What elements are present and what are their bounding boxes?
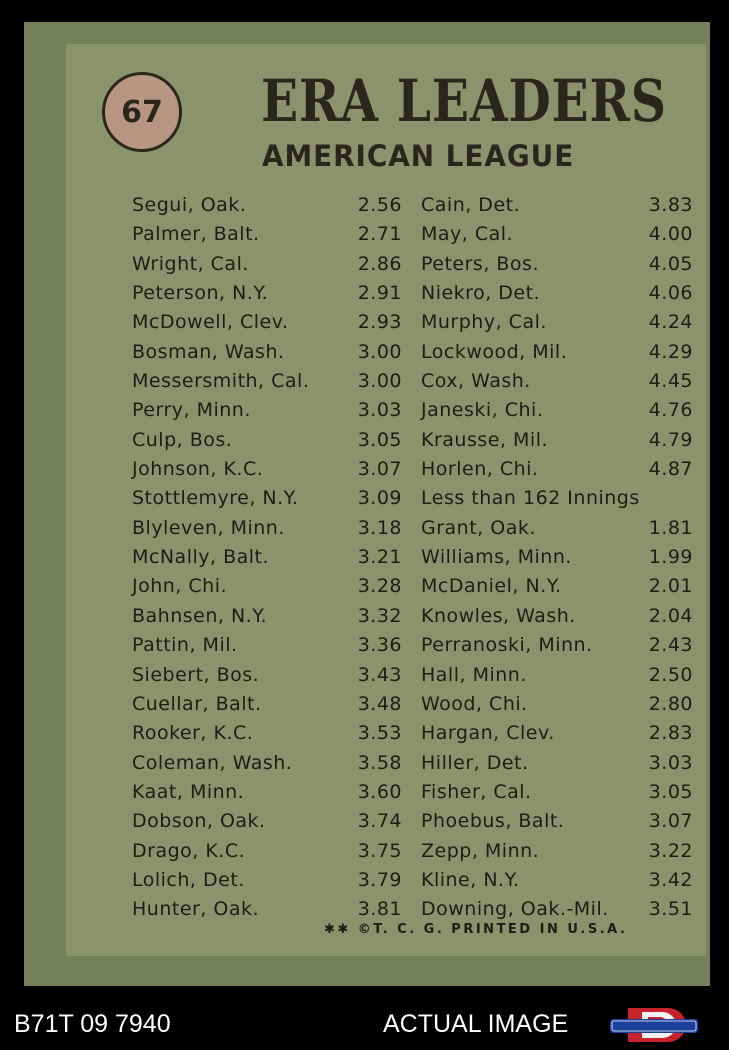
pitcher-name: McDaniel, N.Y. [421, 575, 562, 598]
innings-note: Less than 162 Innings [421, 487, 640, 510]
pitcher-name: Hargan, Clev. [421, 722, 555, 745]
pitcher-name: Hiller, Det. [421, 751, 529, 774]
leader-row [132, 693, 402, 722]
era-value: 2.43 [648, 634, 693, 657]
leader-row [132, 487, 402, 516]
leader-row [132, 370, 402, 399]
inventory-id-caption: B71T 09 7940 [14, 1010, 171, 1038]
leader-row [421, 370, 693, 399]
era-value: 1.99 [648, 546, 693, 569]
leader-row [132, 282, 402, 311]
pitcher-name: Williams, Minn. [421, 546, 572, 569]
pitcher-name: Blyleven, Minn. [132, 516, 285, 539]
leader-row [132, 722, 402, 751]
era-value: 3.74 [357, 810, 402, 833]
leader-row [421, 282, 693, 311]
pitcher-name: Zepp, Minn. [421, 839, 540, 862]
era-value: 3.58 [357, 751, 402, 774]
era-value: 4.05 [648, 252, 693, 275]
leader-row [132, 429, 402, 458]
leader-row [421, 311, 693, 340]
card-number-badge [102, 72, 182, 152]
leader-row [421, 399, 693, 428]
leader-row [421, 194, 693, 223]
era-value: 2.71 [357, 223, 402, 246]
pitcher-name: Grant, Oak. [421, 516, 536, 539]
era-value: 3.83 [648, 194, 693, 216]
pitcher-name: Perranoski, Minn. [421, 634, 593, 657]
pitcher-name: Segui, Oak. [132, 194, 247, 216]
leader-row [421, 752, 693, 781]
era-value: 3.60 [357, 780, 402, 803]
pitcher-name: Hunter, Oak. [132, 898, 260, 921]
pitcher-name: McNally, Balt. [132, 546, 270, 569]
era-value: 3.00 [357, 340, 402, 363]
pitcher-name: Murphy, Cal. [421, 311, 547, 334]
era-value: 3.36 [357, 634, 402, 657]
pitcher-name: Niekro, Det. [421, 282, 541, 305]
left-leaders-column [132, 194, 402, 928]
pitcher-name: Peters, Bos. [421, 252, 539, 275]
leader-row [421, 253, 693, 282]
era-value: 3.18 [357, 516, 402, 539]
era-value: 3.79 [357, 868, 402, 891]
leader-row [421, 223, 693, 252]
pitcher-name: Perry, Minn. [132, 399, 251, 422]
leader-row [132, 634, 402, 663]
leader-row [421, 722, 693, 751]
era-value: 3.09 [357, 487, 402, 510]
leader-row [132, 253, 402, 282]
pitcher-name: Cox, Wash. [421, 370, 531, 393]
leader-row [132, 781, 402, 810]
pitcher-name: Kaat, Minn. [132, 780, 245, 803]
pitcher-name: Lolich, Det. [132, 868, 245, 891]
leader-row [421, 575, 693, 604]
leader-row [132, 546, 402, 575]
era-value: 2.93 [357, 311, 402, 334]
pitcher-name: John, Chi. [132, 575, 228, 598]
leader-row [421, 781, 693, 810]
leader-row [421, 429, 693, 458]
card-title: ERA LEADERS [261, 67, 667, 135]
era-value: 3.32 [357, 604, 402, 627]
leader-row [132, 399, 402, 428]
leader-row [132, 223, 402, 252]
era-value: 4.29 [648, 340, 693, 363]
pitcher-name: Bahnsen, N.Y. [132, 604, 268, 627]
era-value: 1.81 [648, 516, 693, 539]
leader-row [421, 664, 693, 693]
trading-card [24, 22, 710, 986]
era-value: 3.05 [357, 428, 402, 451]
pitcher-name: Cain, Det. [421, 194, 521, 216]
leader-row [421, 634, 693, 663]
pitcher-name: Wood, Chi. [421, 692, 528, 715]
leader-row [132, 575, 402, 604]
era-value: 4.24 [648, 311, 693, 334]
era-value: 3.07 [357, 458, 402, 481]
leader-row [132, 664, 402, 693]
pitcher-name: May, Cal. [421, 223, 514, 246]
era-value: 3.21 [357, 546, 402, 569]
leader-row [421, 458, 693, 487]
era-value: 4.45 [648, 370, 693, 393]
leader-row [421, 869, 693, 898]
pitcher-name: Horlen, Chi. [421, 458, 539, 481]
era-value: 2.01 [648, 575, 693, 598]
leader-row [421, 517, 693, 546]
leader-row [132, 458, 402, 487]
pitcher-name: Drago, K.C. [132, 839, 246, 862]
era-value: 4.79 [648, 428, 693, 451]
pitcher-name: Peterson, N.Y. [132, 282, 269, 305]
leader-row [421, 810, 693, 839]
pitcher-name: Cuellar, Balt. [132, 692, 262, 715]
card-subtitle: AMERICAN LEAGUE [262, 139, 575, 173]
leader-row [421, 546, 693, 575]
era-value: 4.87 [648, 458, 693, 481]
actual-image-caption: ACTUAL IMAGE [383, 1010, 569, 1038]
leader-row [421, 693, 693, 722]
leader-row [132, 840, 402, 869]
leader-row [132, 752, 402, 781]
leader-row [132, 311, 402, 340]
pitcher-name: Coleman, Wash. [132, 751, 293, 774]
pitcher-name: McDowell, Clev. [132, 311, 289, 334]
era-value: 3.53 [357, 722, 402, 745]
pitcher-name: Wright, Cal. [132, 252, 249, 275]
pitcher-name: Stottlemyre, N.Y. [132, 487, 299, 510]
leader-row [421, 840, 693, 869]
pitcher-name: Messersmith, Cal. [132, 370, 310, 393]
leader-row [132, 194, 402, 223]
pitcher-name: Palmer, Balt. [132, 223, 260, 246]
pitcher-name: Hall, Minn. [421, 663, 527, 686]
era-value: 3.22 [648, 839, 693, 862]
pitcher-name: Dobson, Oak. [132, 810, 266, 833]
era-value: 2.91 [357, 282, 402, 305]
card-number: 67 [121, 94, 163, 130]
pitcher-name: Johnson, K.C. [132, 458, 264, 481]
leader-row [132, 517, 402, 546]
era-value: 3.00 [357, 370, 402, 393]
leader-row [132, 605, 402, 634]
copyright-line: ✱✱ ©T. C. G. PRINTED IN U.S.A. [324, 922, 628, 937]
era-value: 3.48 [357, 692, 402, 715]
era-value: 3.51 [648, 898, 693, 921]
pitcher-name: Knowles, Wash. [421, 604, 576, 627]
era-value: 3.43 [357, 663, 402, 686]
leader-row [421, 605, 693, 634]
card-back-panel [66, 44, 706, 956]
era-value: 3.03 [648, 751, 693, 774]
leader-row [132, 341, 402, 370]
pitcher-name: Phoebus, Balt. [421, 810, 565, 833]
pitcher-name: Janeski, Chi. [421, 399, 544, 422]
era-value: 3.03 [357, 399, 402, 422]
leader-row [132, 810, 402, 839]
era-value: 3.05 [648, 780, 693, 803]
leader-row [132, 869, 402, 898]
era-value: 3.81 [357, 898, 402, 921]
pitcher-name: Lockwood, Mil. [421, 340, 568, 363]
era-value: 2.04 [648, 604, 693, 627]
right-leaders-column [421, 194, 693, 928]
pitcher-name: Downing, Oak.-Mil. [421, 898, 609, 921]
era-value: 4.76 [648, 399, 693, 422]
era-value: 2.83 [648, 722, 693, 745]
pitcher-name: Culp, Bos. [132, 428, 233, 451]
pitcher-name: Rooker, K.C. [132, 722, 254, 745]
era-value: 2.86 [357, 252, 402, 275]
era-value: 3.28 [357, 575, 402, 598]
era-value: 3.75 [357, 839, 402, 862]
era-value: 3.07 [648, 810, 693, 833]
era-value: 4.06 [648, 282, 693, 305]
deans-cards-logo [608, 1004, 700, 1046]
leader-row [421, 341, 693, 370]
era-value: 2.50 [648, 663, 693, 686]
era-value: 2.80 [648, 692, 693, 715]
pitcher-name: Siebert, Bos. [132, 663, 260, 686]
pitcher-name: Fisher, Cal. [421, 780, 532, 803]
era-value: 4.00 [648, 223, 693, 246]
pitcher-name: Pattin, Mil. [132, 634, 238, 657]
era-value: 2.56 [357, 194, 402, 216]
pitcher-name: Bosman, Wash. [132, 340, 285, 363]
pitcher-name: Krausse, Mil. [421, 428, 549, 451]
era-value: 3.42 [648, 868, 693, 891]
pitcher-name: Kline, N.Y. [421, 868, 520, 891]
